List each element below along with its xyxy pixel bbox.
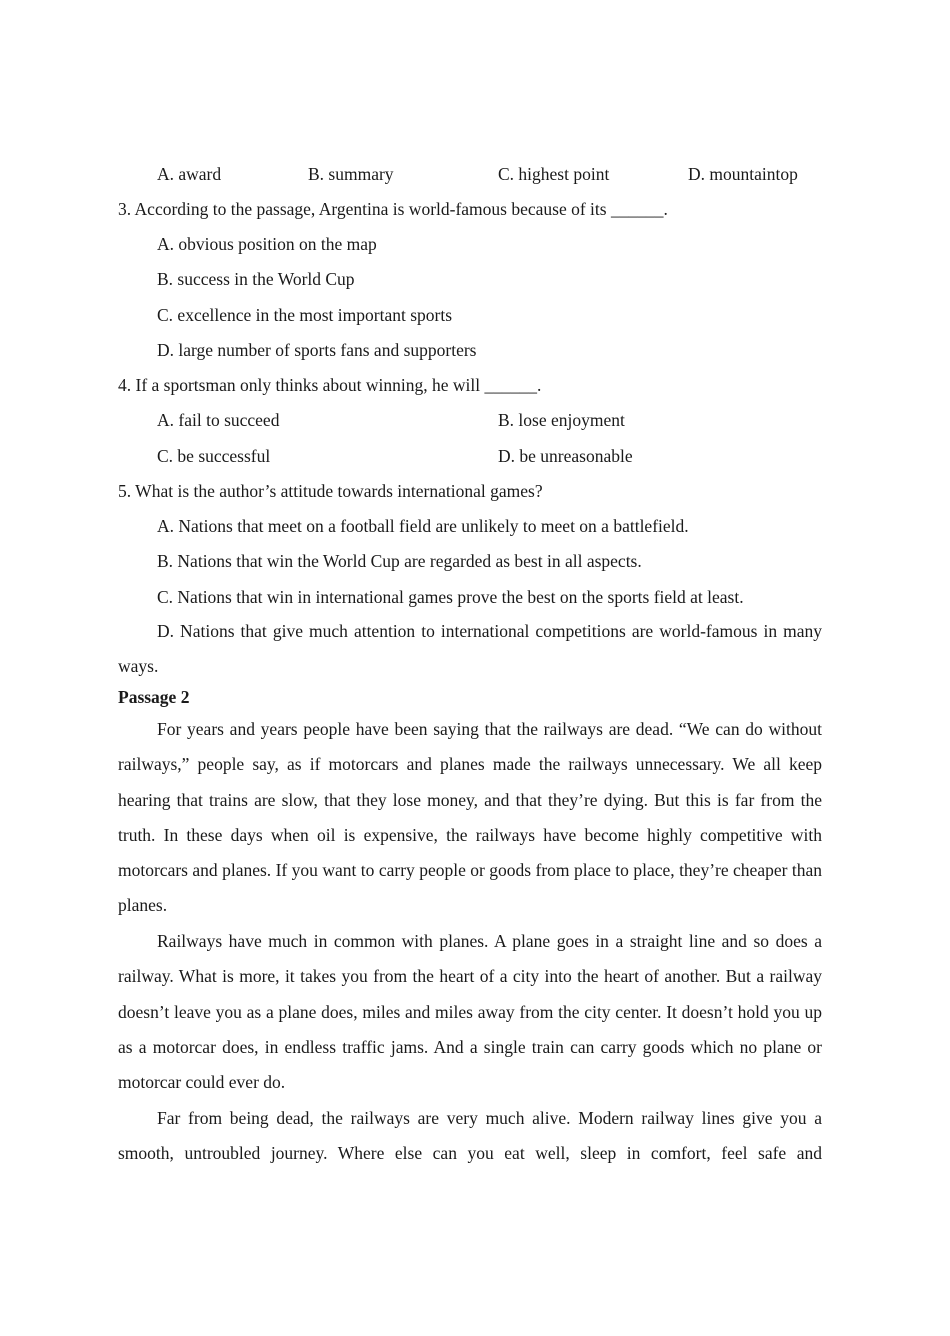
passage-heading: Passage 2 xyxy=(118,687,190,707)
q4-option-b: B. lose enjoyment xyxy=(498,410,625,430)
q3-option-d: D. large number of sports fans and supporters xyxy=(157,340,477,360)
q3-option-c: C. excellence in the most important sports xyxy=(157,305,453,325)
q2-option-b: B. summary xyxy=(308,164,394,184)
q4-stem: 4. If a sportsman only thinks about winning, he will ______. xyxy=(118,375,542,395)
passage-paragraph-3: Far from being dead, the railways are very much alive. Modern railway lines give you a smooth, untroubled journey. Where else can you eat well, sleep in comfort, feel safe and xyxy=(118,1108,822,1164)
q3-option-b: B. success in the World Cup xyxy=(157,269,355,289)
q2-option-d: D. mountaintop xyxy=(688,164,798,184)
q4-option-d: D. be unreasonable xyxy=(498,446,633,466)
q4-option-c: C. be successful xyxy=(157,446,271,466)
q5-option-d: D. Nations that give much attention to international competitions are world-famous in many ways. xyxy=(118,621,822,677)
passage-paragraph-1: For years and years people have been saying that the railways are dead. “We can do without railways,” people say, as if motorcars and planes made the railways unnecessary. We all keep hearing that trains are slow, that they lose money, and that they’re dying. But this is far from the truth. In these days when oil is expensive, the railways have become highly competitive with motorcars and planes. If you want to carry people or goods from place to place, they’re cheaper than planes. xyxy=(118,719,822,916)
q5-option-c: C. Nations that win in international games prove the best on the sports field at least. xyxy=(157,587,744,607)
q4-option-a: A. fail to succeed xyxy=(157,410,280,430)
q3-stem: 3. According to the passage, Argentina is world-famous because of its ______. xyxy=(118,199,668,219)
q2-option-c: C. highest point xyxy=(498,164,610,184)
passage-paragraph-2: Railways have much in common with planes. A plane goes in a straight line and so does a railway. What is more, it takes you from the heart of a city into the heart of another. But a railway doesn’t leave you as a plane does, miles and miles away from the city center. It doesn’t hold you up as a motorcar does, in endless traffic jams. And a single train can carry goods which no plane or motorcar could ever do. xyxy=(118,931,822,1093)
q5-stem: 5. What is the author’s attitude towards international games? xyxy=(118,481,543,501)
q5-option-b: B. Nations that win the World Cup are regarded as best in all aspects. xyxy=(157,551,642,571)
q5-option-a: A. Nations that meet on a football field are unlikely to meet on a battlefield. xyxy=(157,516,689,536)
q2-option-a: A. award xyxy=(157,164,222,184)
q3-option-a: A. obvious position on the map xyxy=(157,234,377,254)
